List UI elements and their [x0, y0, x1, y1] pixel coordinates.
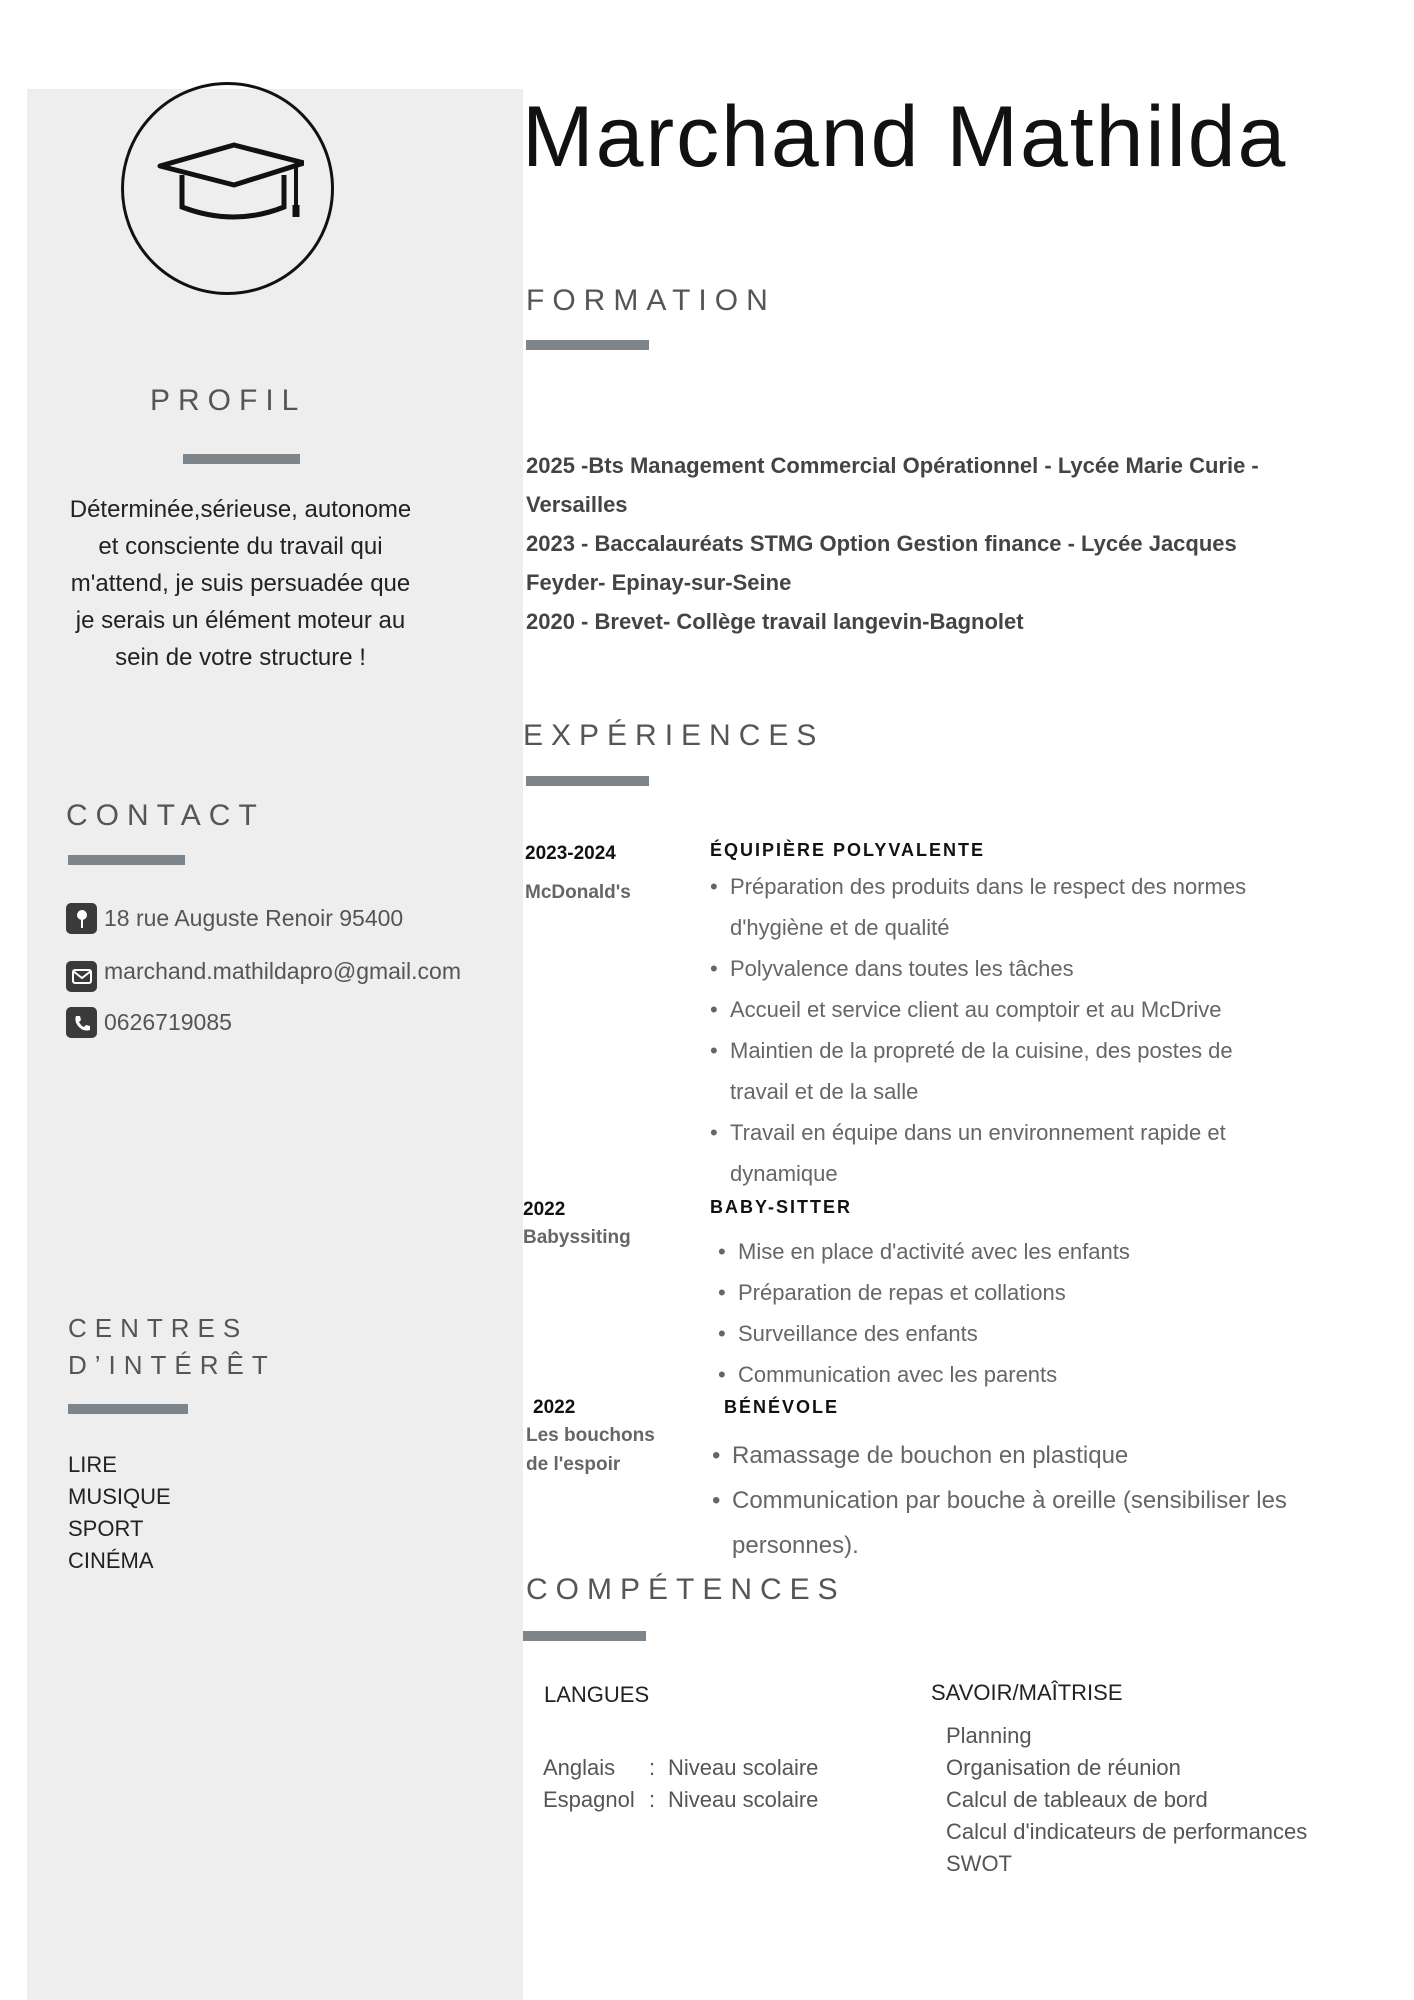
phone-text[interactable]: 0626719085	[104, 1009, 232, 1035]
experience-company: Les bouchons	[526, 1425, 655, 1446]
experience-year: 2023-2024	[525, 843, 616, 864]
interest-item: CINÉMA	[68, 1548, 154, 1573]
location-pin-icon	[66, 903, 97, 934]
experiences-divider	[526, 776, 649, 786]
bullet-item: • Surveillance des enfants	[718, 1313, 1298, 1354]
contact-address	[66, 903, 403, 934]
competences-title: COMPÉTENCES	[526, 1573, 846, 1606]
langue-name: Espagnol	[543, 1787, 635, 1812]
experience-role: BÉNÉVOLE	[724, 1397, 840, 1417]
candidate-name: Marchand Mathilda	[522, 89, 1288, 185]
formation-title: FORMATION	[526, 284, 776, 317]
langues-title: LANGUES	[544, 1682, 650, 1707]
experience-role: ÉQUIPIÈRE POLYVALENTE	[710, 840, 986, 860]
formation-line: Versailles	[526, 492, 628, 517]
sidebar	[27, 89, 523, 2000]
interest-item: MUSIQUE	[68, 1484, 171, 1509]
contact-email[interactable]	[66, 951, 461, 992]
interests-title-line1: CENTRES	[68, 1313, 249, 1343]
envelope-icon	[66, 961, 97, 992]
bullet-item: • Accueil et service client au comptoir et au McDrive	[710, 989, 1290, 1030]
formation-divider	[526, 340, 649, 350]
bullet-item: • Maintien de la propreté de la cuisine, des postes de travail et de la salle	[710, 1030, 1290, 1112]
bullet-item: • Mise en place d'activité avec les enfants	[718, 1231, 1298, 1272]
graduation-cap-icon	[154, 141, 304, 231]
experience-role: BABY-SITTER	[710, 1197, 853, 1217]
bullet-item: • Communication par bouche à oreille (sensibiliser les personnes).	[712, 1478, 1332, 1568]
bullet-item: • Travail en équipe dans un environnement rapide et dynamique	[710, 1112, 1290, 1194]
langue-name: Anglais	[543, 1755, 616, 1780]
interests-divider	[68, 1404, 188, 1414]
savoir-item: Planning	[946, 1723, 1032, 1748]
contact-divider	[68, 855, 185, 865]
bullet-item: • Polyvalence dans toutes les tâches	[710, 948, 1290, 989]
savoir-item: SWOT	[946, 1851, 1012, 1876]
profil-title: PROFIL	[150, 384, 307, 417]
savoir-title: SAVOIR/MAÎTRISE	[931, 1680, 1123, 1705]
interests-title-line2: D’INTÉRÊT	[68, 1350, 276, 1380]
savoir-item: Calcul de tableaux de bord	[946, 1787, 1208, 1812]
profil-text: Déterminée,sérieuse, autonome et consciente du travail qui m'attend, je suis persuadée que je serais un élément moteur au sein de votre structure !	[69, 496, 412, 671]
formation-line: 2025 -Bts Management Commercial Opérationnel - Lycée Marie Curie -	[526, 453, 1259, 478]
experiences-title: EXPÉRIENCES	[523, 719, 825, 752]
address-text: 18 rue Auguste Renoir 95400	[104, 905, 404, 931]
profil-divider	[183, 454, 300, 464]
contact-phone[interactable]	[66, 1007, 232, 1038]
formation-line: 2020 - Brevet- Collège travail langevin-Bagnolet	[526, 609, 1024, 634]
formation-line: 2023 - Baccalauréats STMG Option Gestion finance - Lycée Jacques	[526, 531, 1237, 556]
competences-divider	[523, 1631, 646, 1641]
experience-company: McDonald's	[525, 882, 631, 903]
bullet-item: • Préparation de repas et collations	[718, 1272, 1298, 1313]
savoir-item: Organisation de réunion	[946, 1755, 1181, 1780]
langue-level: Niveau scolaire	[668, 1787, 819, 1812]
langue-sep: :	[649, 1755, 656, 1780]
bullet-item: • Ramassage de bouchon en plastique	[712, 1433, 1332, 1478]
bullet-item: • Communication avec les parents	[718, 1354, 1298, 1395]
experience-company: de l'espoir	[526, 1454, 621, 1475]
experience-company: Babyssiting	[523, 1227, 631, 1248]
experience-year: 2022	[533, 1397, 576, 1418]
interest-item: LIRE	[68, 1452, 117, 1477]
avatar	[121, 82, 334, 295]
experience-bullets	[712, 1433, 1332, 1568]
savoir-item: Calcul d'indicateurs de performances	[946, 1819, 1308, 1844]
experience-bullets	[710, 866, 1290, 1194]
email-link[interactable]: marchand.mathildapro@gmail.com	[104, 958, 461, 984]
experience-bullets	[718, 1231, 1298, 1395]
langue-sep: :	[649, 1787, 656, 1812]
contact-title: CONTACT	[66, 799, 265, 832]
bullet-item: • Préparation des produits dans le respect des normes d'hygiène et de qualité	[710, 866, 1290, 948]
langue-level: Niveau scolaire	[668, 1755, 819, 1780]
experience-year: 2022	[523, 1199, 566, 1220]
interest-item: SPORT	[68, 1516, 144, 1541]
formation-line: Feyder- Epinay-sur-Seine	[526, 570, 792, 595]
phone-icon	[66, 1007, 97, 1038]
